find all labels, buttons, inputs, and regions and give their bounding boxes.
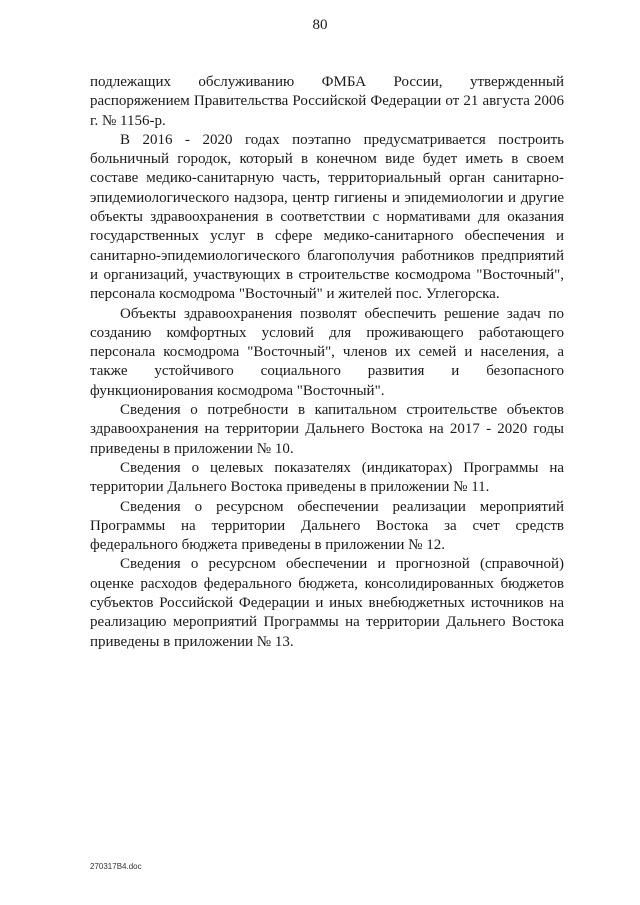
paragraph-appendix-11: Сведения о целевых показателях (индикаторах) Программы на территории Дальнего Востока приведены в приложении № 11.: [90, 459, 564, 496]
page-number: 80: [312, 17, 328, 33]
paragraph-appendix-12: Сведения о ресурсном обеспечении реализации мероприятий Программы на территории Дальнего Востока за счет средств федерального бюджета приведены в приложении № 12.: [90, 498, 564, 554]
paragraph-appendix-13: Сведения о ресурсном обеспечении и прогнозной (справочной) оценке расходов федерального бюджета, консолидированных бюджетов субъектов Российской Федерации и иных внебюджетных источников на реализацию мероприятий Программы на территории Дальнего Востока приведены в приложении № 13.: [90, 556, 564, 650]
paragraph-continuation: подлежащих обслуживанию ФМБА России, утвержденный распоряжением Правительства Российской Федерации от 21 августа 2006 г. № 1156-р.: [90, 74, 564, 129]
paragraph-healthcare-objects: Объекты здравоохранения позволят обеспечить решение задач по созданию комфортных условий для проживающего работающего персонала космодрома "Восточный", членов их семей и населения, а также устойчивого социального развития и безопасного функционирования космодрома "Восточный".: [90, 305, 564, 399]
document-body: [90, 73, 564, 652]
paragraph-appendix-10: Сведения о потребности в капитальном строительстве объектов здравоохранения на территории Дальнего Востока на 2017 - 2020 годы приведены в приложении № 10.: [90, 402, 564, 457]
footer-document-code: 270317В4.doc: [90, 862, 142, 871]
paragraph-hospital-town: В 2016 - 2020 годах поэтапно предусматривается построить больничный городок, который в конечном виде будет иметь в своем составе медико-санитарную часть, территориальный орган санитарно-эпидемиологического надзора, центр гигиены и эпидемиологии и другие объекты здравоохранения в соответствии с нормативами для оказания государственных услуг в сфере медико-санитарного обеспечения и санитарно-эпидемиологического благополучия работников предприятий и организаций, участвующих в строительстве космодрома "Восточный", персонала космодрома "Восточный" и жителей пос. Углегорска.: [90, 131, 564, 303]
